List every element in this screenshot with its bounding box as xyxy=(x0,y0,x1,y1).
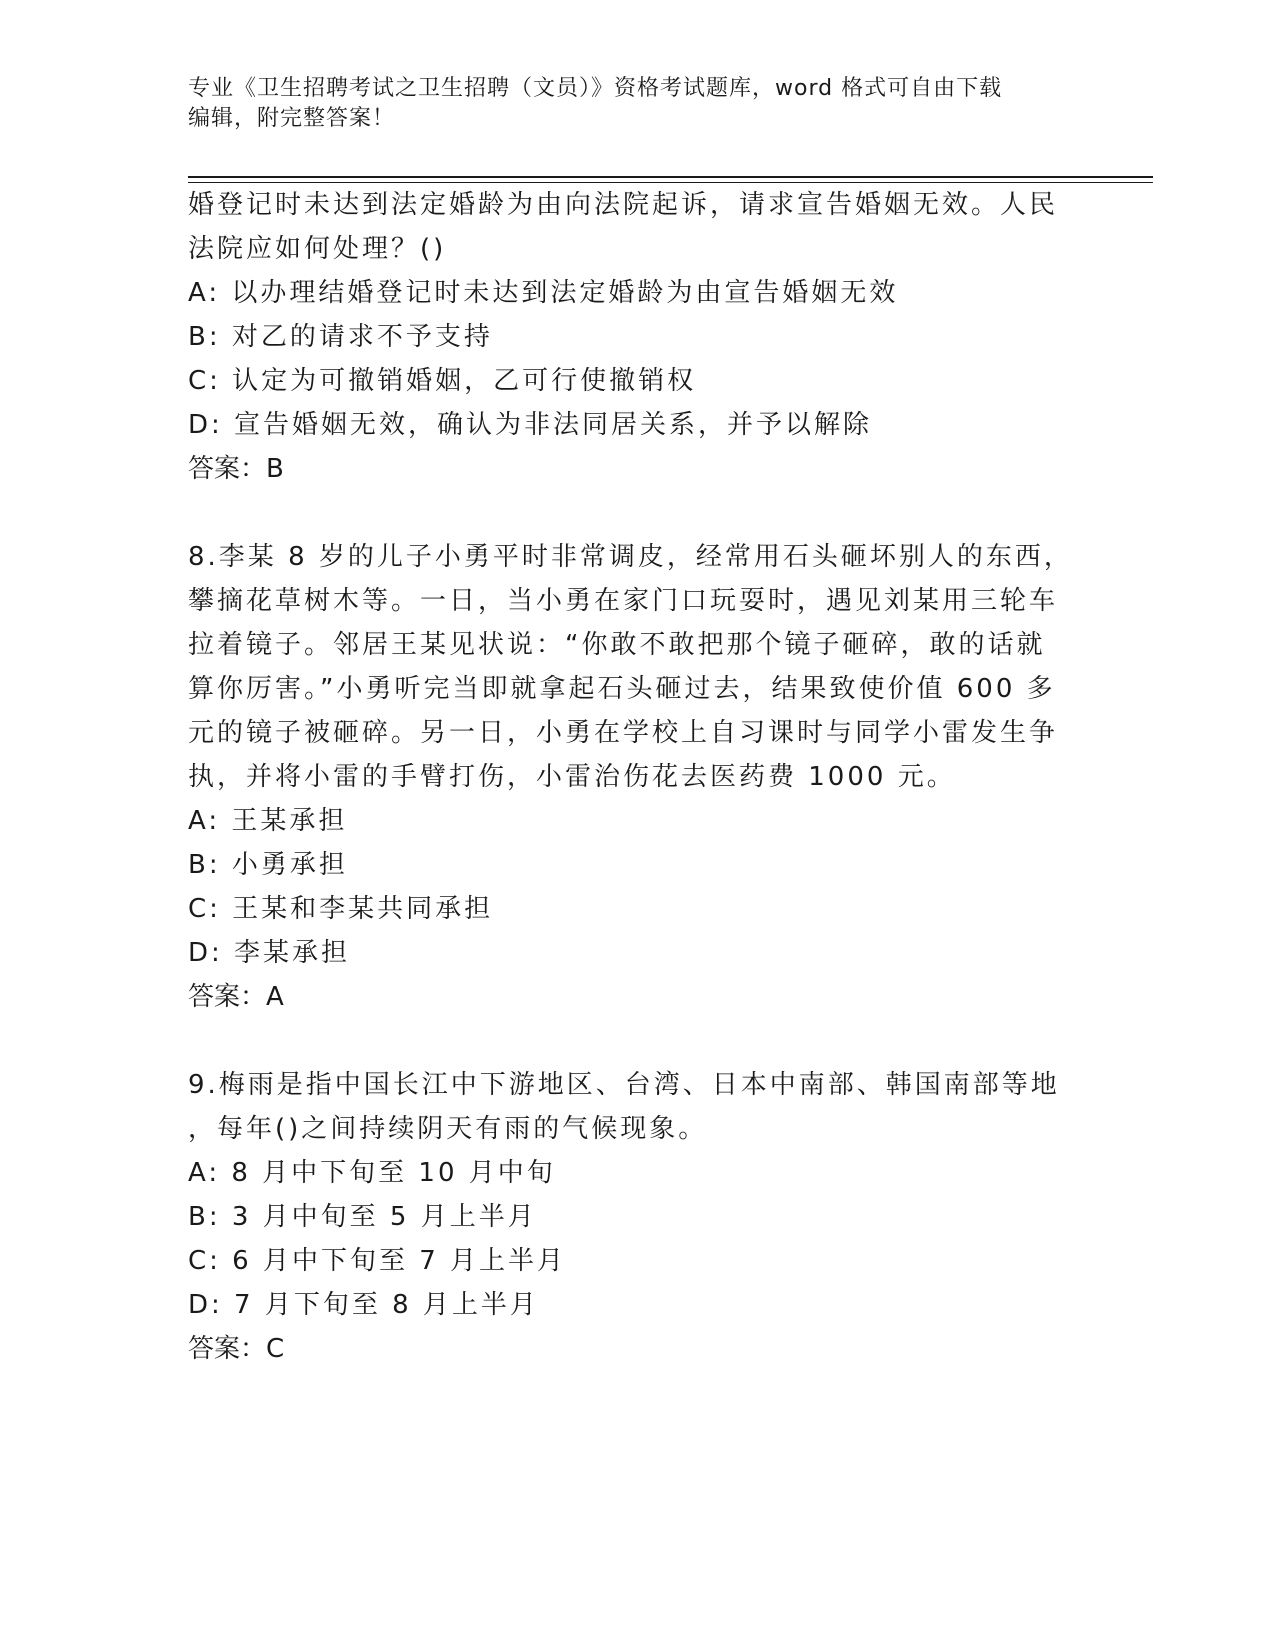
q8-option-d: D: 李某承担 xyxy=(188,938,351,968)
header-line-1: 专业《卫生招聘考试之卫生招聘（文员）》资格考试题库，word 格式可自由下载 xyxy=(188,76,1003,101)
q9-option-b: B: 3 月中旬至 5 月上半月 xyxy=(188,1202,537,1232)
q9-answer: 答案：C xyxy=(188,1334,285,1364)
q8-option-c: C: 王某和李某共同承担 xyxy=(188,894,494,924)
q7-option-b: B: 对乙的请求不予支持 xyxy=(188,322,493,352)
header-rule-thin xyxy=(188,182,1153,183)
q7-text-line: 婚登记时未达到法定婚龄为由向法院起诉，请求宣告婚姻无效。人民 xyxy=(188,190,1059,220)
document-header xyxy=(188,74,1088,134)
q9-text-line: ，每年()之间持续阴天有雨的气候现象。 xyxy=(188,1114,708,1144)
q8-text-line: 8.李某 8 岁的儿子小勇平时非常调皮，经常用石头砸坏别人的东西， xyxy=(188,542,1073,572)
header-line-2: 编辑，附完整答案！ xyxy=(188,106,396,131)
q8-answer: 答案：A xyxy=(188,982,284,1012)
q9-option-c: C: 6 月中下旬至 7 月上半月 xyxy=(188,1246,567,1276)
q8-option-a: A: 王某承担 xyxy=(188,806,348,836)
q8-text-line: 元的镜子被砸碎。另一日，小勇在学校上自习课时与同学小雷发生争 xyxy=(188,718,1059,748)
q9-text-line: 9.梅雨是指中国长江中下游地区、台湾、日本中南部、韩国南部等地 xyxy=(188,1070,1060,1100)
q7-option-c: C: 认定为可撤销婚姻，乙可行使撤销权 xyxy=(188,366,697,396)
q8-text-line: 执，并将小雷的手臂打伤，小雷治伤花去医药费 1000 元。 xyxy=(188,762,956,792)
q8-text-line: 拉着镜子。邻居王某见状说：“你敢不敢把那个镜子砸碎，敢的话就 xyxy=(188,630,1046,660)
q7-option-a: A: 以办理结婚登记时未达到法定婚龄为由宣告婚姻无效 xyxy=(188,278,899,308)
header-rule-thick xyxy=(188,176,1153,178)
q9-option-d: D: 7 月下旬至 8 月上半月 xyxy=(188,1290,539,1320)
q8-text-line: 算你厉害。”小勇听完当即就拿起石头砸过去，结果致使价值 600 多 xyxy=(188,674,1056,704)
q8-text-line: 攀摘花草树木等。一日，当小勇在家门口玩耍时，遇见刘某用三轮车 xyxy=(188,586,1059,616)
q8-option-b: B: 小勇承担 xyxy=(188,850,348,880)
q7-option-d: D: 宣告婚姻无效，确认为非法同居关系，并予以解除 xyxy=(188,410,873,440)
q7-answer: 答案：B xyxy=(188,454,284,484)
q7-text-line: 法院应如何处理？() xyxy=(188,234,447,264)
q9-option-a: A: 8 月中下旬至 10 月中旬 xyxy=(188,1158,556,1188)
